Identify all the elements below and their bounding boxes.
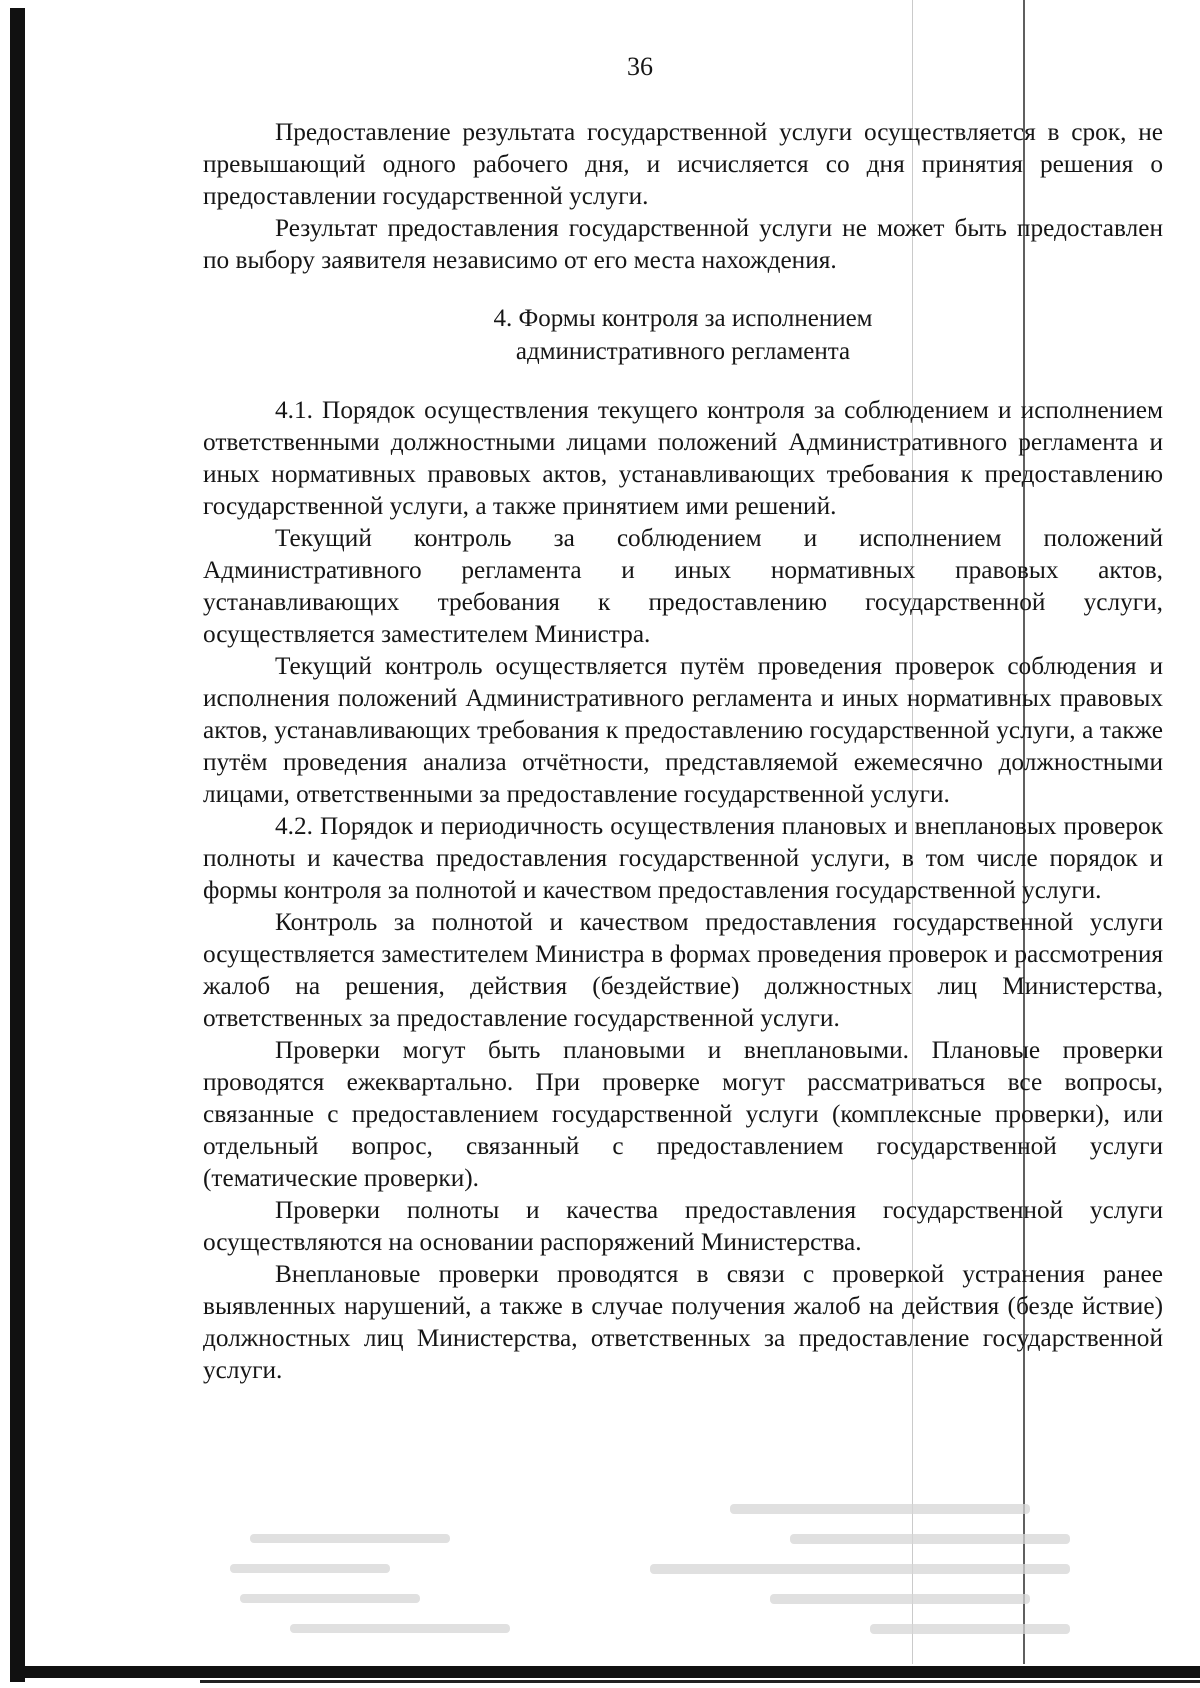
- paragraph: Внеплановые проверки проводятся в связи с проверкой устранения ранее выявленных нарушений, а также в случае получения жалоб на действия (безде йствие) должностных лиц Министерства, ответственных за предоставление государственной услуги.: [203, 1260, 1163, 1384]
- paragraph: Текущий контроль осуществляется путём проведения проверок соблюдения и исполнения положений Административного регламента и иных нормативных правовых актов, устанавливающих требования к предоставлению государственной услуги, а также путём проведения анализа отчётности, представляемой ежемесячно должностными лицами, ответственными за предоставление государственной услуги.: [203, 652, 1163, 808]
- paragraph: Текущий контроль за соблюдением и исполнением положений Административного регламента и иных нормативных правовых актов, устанавливающих требования к предоставлению государственной услуги, осуществляется заместителем Министра.: [203, 524, 1163, 648]
- section-heading-line: 4. Формы контроля за исполнением: [493, 305, 873, 332]
- document-body: [203, 116, 1163, 1386]
- paragraph: Проверки могут быть плановыми и внеплановыми. Плановые проверки проводятся ежеквартально. При проверке могут рассматриваться все вопросы, связанные с предоставлением государственной услуги (комплексные проверки), или отдельный вопрос, связанный с предоставлением государственной услуги (тематические проверки).: [203, 1036, 1163, 1192]
- section-heading: [203, 302, 1163, 368]
- paragraph: Результат предоставления государственной услуги не может быть предоставлен по выбору заявителя независимо от его места нахождения.: [203, 214, 1163, 274]
- paragraph: Контроль за полнотой и качеством предоставления государственной услуги осуществляется заместителем Министра в формах проведения проверок и рассмотрения жалоб на решения, действия (бездействие) должностных лиц Министерства, ответственных за предоставление государственной услуги.: [203, 908, 1163, 1032]
- scan-edge-left: [10, 8, 25, 1682]
- paragraph: Предоставление результата государственной услуги осуществляется в срок, не превышающий одного рабочего дня, и исчисляется со дня принятия решения о предоставлении государственной услуги.: [203, 118, 1163, 210]
- page-number: 36: [627, 52, 653, 81]
- scan-edge-bottom-line: [200, 1680, 1200, 1683]
- scan-edge-bottom: [10, 1666, 1200, 1678]
- section-heading-line: административного регламента: [515, 338, 851, 365]
- bleed-through-noise: [230, 1500, 1090, 1660]
- paragraph: 4.2. Порядок и периодичность осуществления плановых и внеплановых проверок полноты и качества предоставления государственной услуги, в том числе порядок и формы контроля за полнотой и качеством предоставления государственной услуги.: [203, 812, 1163, 904]
- paragraph: Проверки полноты и качества предоставления государственной услуги осуществляются на основании распоряжений Министерства.: [203, 1196, 1163, 1256]
- paragraph: 4.1. Порядок осуществления текущего контроля за соблюдением и исполнением ответственными должностными лицами положений Административного регламента и иных нормативных правовых актов, устанавливающих требования к предоставлению государственной услуги, а также принятием ими решений.: [203, 396, 1163, 520]
